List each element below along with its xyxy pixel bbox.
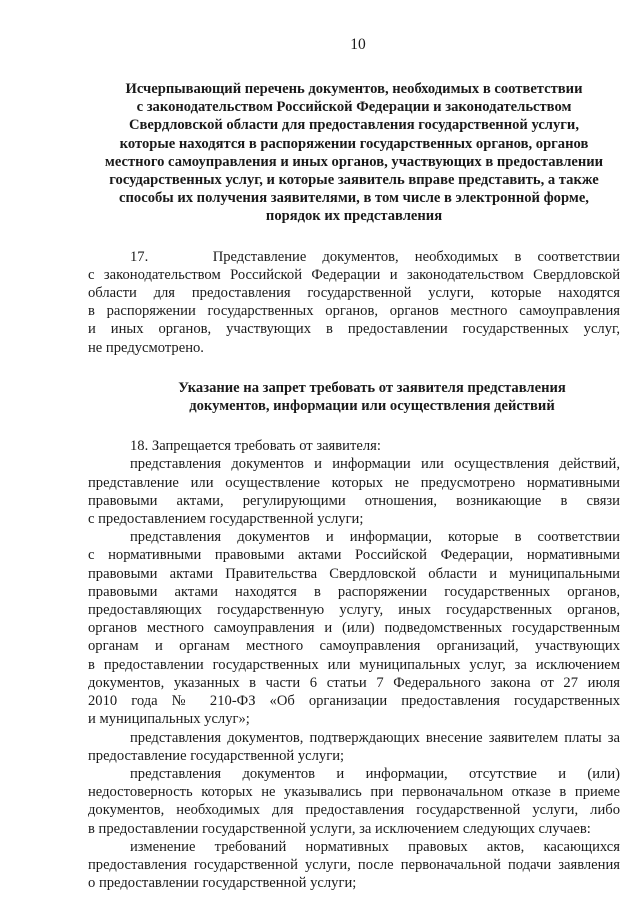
page-number: 10 [350,36,366,53]
text-line: 17. Представление документов, необходимых в соответствии [130,248,620,265]
text-line: недостоверность которых не указывались при первоначальном отказе в приеме [88,784,620,801]
text-line: о предоставлении государственной услуги; [88,875,357,892]
text-line: области для предоставления государственной услуги, которые находятся [88,285,620,302]
heading-line: способы их получения заявителями, в том числе в электронной форме, [119,190,589,207]
heading-line: Исчерпывающий перечень документов, необходимых в соответствии [125,81,583,97]
text-line: представления документов и информации, которые в соответствии [130,529,620,546]
text-line: правовыми актами Правительства Свердловской области и муниципальными [88,565,620,582]
text-line: не предусмотрено. [88,339,204,356]
main-heading [88,80,620,226]
text-line: с нормативными правовыми актами Российской Федерации, нормативными [88,547,620,564]
text-line: с законодательством Российской Федерации и законодательством Свердловской [88,266,620,283]
heading-line: порядок их представления [265,208,443,225]
text-line: представления документов и информации, отсутствие и (или) [130,765,620,782]
text-line: в предоставлении государственной услуги, за исключением следующих случаев: [88,820,591,837]
paragraph-17 [88,248,620,357]
heading-line: государственных услуг, и которые заявитель вправе представить, а также [109,172,599,189]
text-line: представление или осуществление которых не предусмотрено нормативными [88,474,620,491]
text-line: изменение требований нормативных правовых актов, касающихся [130,838,620,855]
text-line: и муниципальных услуг»; [88,711,250,728]
text-line: органов местного самоуправления и (или) подведомственных государственным [88,620,620,637]
text-line: представления документов и информации или осуществления действий, [130,456,620,473]
heading-line: Свердловской области для предоставления государственной услуги, [129,117,579,134]
text-line: 18. Запрещается требовать от заявителя: [130,438,381,455]
text-line: с предоставлением государственной услуги; [88,511,364,528]
list-item [88,838,620,893]
text-line: и иных органов, участвующих в предоставлении государственных услуг, [88,321,620,338]
heading-line: документов, информации или осуществления действий [189,398,555,415]
text-line: предоставления государственной услуги, после первоначальной подачи заявления [88,856,620,873]
text-line: 2010 года № 210-ФЗ «Об организации предоставления государственных [88,693,620,710]
text-line: предоставляющих государственную услугу, иных государственных органов, [88,602,620,619]
text-line: в распоряжении государственных органов, органов местного самоуправления [88,303,620,320]
paragraph-18 [88,437,620,892]
heading-line: местного самоуправления и иных органов, участвующих в предоставлении [104,153,604,170]
text-line: правовыми актами находятся в распоряжении государственных органов, [88,583,620,600]
heading-line: Указание на запрет требовать от заявителя представления [178,379,566,396]
heading-line: с законодательством Российской Федерации и законодательством [136,99,572,116]
text-line: органам и органам местного самоуправления организаций, участвующих [88,638,620,655]
text-line: документов, указанных в части 6 статьи 7 Федерального закона от 27 июля [88,674,620,691]
sub-heading [88,379,620,415]
text-line: предоставление государственной услуги; [88,747,345,764]
list-item [88,528,620,728]
document-page [88,36,620,892]
heading-line: которые находятся в распоряжении государственных органов, органов [119,135,589,152]
list-item [88,729,620,765]
list-item [88,765,620,838]
text-line: в предоставлении государственных или муниципальных услуг, за исключением [88,656,620,673]
text-line: представления документов, подтверждающих внесение заявителем платы за [130,729,620,746]
text-line: документов, необходимых для предоставления государственной услуги, либо [88,802,620,819]
list-item [88,455,620,528]
text-line: правовыми актами, регулирующими отношения, возникающие в связи [88,492,620,509]
